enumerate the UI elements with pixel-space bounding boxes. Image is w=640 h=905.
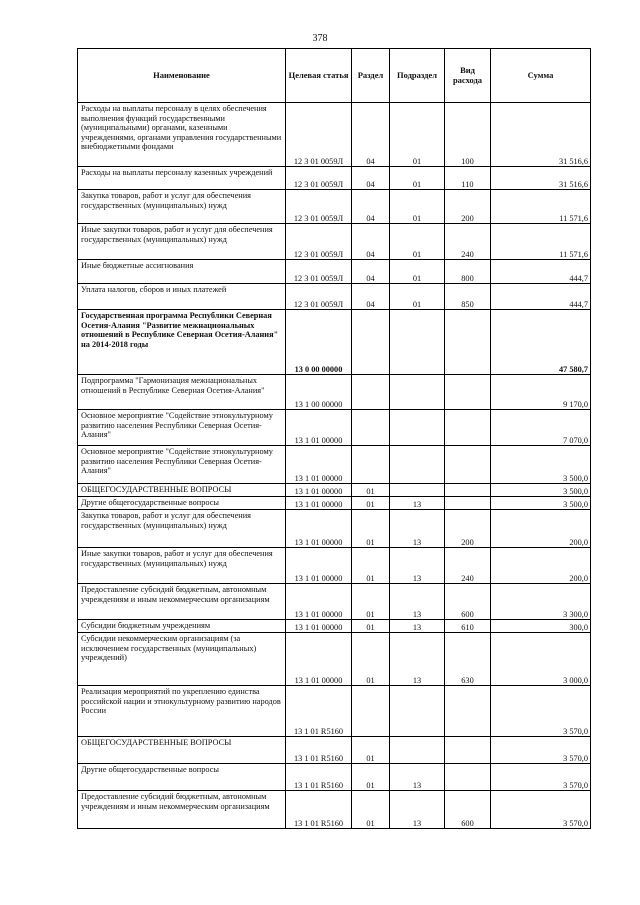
cell-sum: 3 000,0 xyxy=(491,633,591,686)
cell-sum: 31 516,6 xyxy=(491,167,591,190)
table-row xyxy=(78,548,591,584)
cell-sum: 3 570,0 xyxy=(491,764,591,791)
cell-name: Предоставление субсидий бюджетным, автономным учреждениям и иным некоммерческим организациям xyxy=(78,584,286,620)
header-subsection: Подраздел xyxy=(390,49,445,103)
cell-sum: 200,0 xyxy=(491,548,591,584)
cell-target-article: 13 1 01 00000 xyxy=(286,497,352,510)
cell-subsection: 13 xyxy=(390,791,445,829)
cell-section: 01 xyxy=(352,584,390,620)
cell-name: Иные бюджетные ассигнования xyxy=(78,260,286,284)
cell-sum: 11 571,6 xyxy=(491,190,591,224)
cell-target-article: 13 1 01 00000 xyxy=(286,484,352,497)
cell-target-article: 12 3 01 0059Л xyxy=(286,260,352,284)
table-row xyxy=(78,410,591,446)
cell-subsection: 01 xyxy=(390,167,445,190)
header-name: Наименование xyxy=(78,49,286,103)
cell-expense-type: 850 xyxy=(445,284,491,310)
cell-target-article: 13 1 01 00000 xyxy=(286,510,352,548)
cell-section: 04 xyxy=(352,260,390,284)
cell-section: 04 xyxy=(352,103,390,167)
cell-subsection: 01 xyxy=(390,260,445,284)
header-expense-type: Вид расхода xyxy=(445,49,491,103)
cell-subsection: 13 xyxy=(390,764,445,791)
cell-section: 01 xyxy=(352,620,390,633)
cell-sum: 3 500,0 xyxy=(491,484,591,497)
cell-name: Государственная программа Республики Северная Осетия-Алания "Развитие межнациональных отношений в Республике Северная Осетия-Алания" на 2014-2018 годы xyxy=(78,310,286,375)
cell-subsection xyxy=(390,410,445,446)
table-header-row xyxy=(78,49,591,103)
table-row xyxy=(78,260,591,284)
cell-subsection: 13 xyxy=(390,620,445,633)
table-row xyxy=(78,791,591,829)
cell-section xyxy=(352,686,390,737)
cell-section: 01 xyxy=(352,510,390,548)
cell-section: 01 xyxy=(352,764,390,791)
cell-subsection: 13 xyxy=(390,497,445,510)
cell-section xyxy=(352,310,390,375)
cell-expense-type xyxy=(445,497,491,510)
cell-target-article: 13 1 01 00000 xyxy=(286,548,352,584)
cell-target-article: 13 1 01 00000 xyxy=(286,633,352,686)
cell-target-article: 12 3 01 0059Л xyxy=(286,224,352,260)
cell-name: Субсидии некоммерческим организациям (за исключением государственных (муниципальных) учреждений) xyxy=(78,633,286,686)
cell-expense-type: 200 xyxy=(445,510,491,548)
cell-subsection: 13 xyxy=(390,510,445,548)
cell-section: 01 xyxy=(352,791,390,829)
cell-name: Основное мероприятие "Содействие этнокультурному развитию населения Республики Северная Осетия-Алания" xyxy=(78,446,286,484)
cell-section xyxy=(352,446,390,484)
cell-section: 01 xyxy=(352,633,390,686)
cell-target-article: 13 0 00 00000 xyxy=(286,310,352,375)
budget-table xyxy=(77,48,591,829)
cell-expense-type xyxy=(445,410,491,446)
table-row xyxy=(78,224,591,260)
table-body xyxy=(78,103,591,829)
cell-name: Субсидии бюджетным учреждениям xyxy=(78,620,286,633)
cell-expense-type: 240 xyxy=(445,224,491,260)
cell-section: 04 xyxy=(352,284,390,310)
table-row xyxy=(78,620,591,633)
cell-expense-type: 610 xyxy=(445,620,491,633)
cell-name: Основное мероприятие "Содействие этнокультурному развитию населения Республики Северная Осетия-Алания" xyxy=(78,410,286,446)
cell-subsection: 01 xyxy=(390,224,445,260)
cell-expense-type xyxy=(445,446,491,484)
cell-sum: 3 570,0 xyxy=(491,737,591,764)
table-row xyxy=(78,737,591,764)
cell-section: 01 xyxy=(352,484,390,497)
header-target-article: Целевая статья xyxy=(286,49,352,103)
cell-section: 01 xyxy=(352,497,390,510)
cell-section xyxy=(352,375,390,410)
cell-name: Реализация мероприятий по укреплению единства российской нации и этнокультурному развитию народов России xyxy=(78,686,286,737)
table-row xyxy=(78,510,591,548)
cell-expense-type: 200 xyxy=(445,190,491,224)
cell-sum: 200,0 xyxy=(491,510,591,548)
table-row xyxy=(78,633,591,686)
cell-target-article: 13 1 01 00000 xyxy=(286,410,352,446)
cell-subsection: 13 xyxy=(390,584,445,620)
cell-subsection: 01 xyxy=(390,190,445,224)
cell-sum: 444,7 xyxy=(491,260,591,284)
table-row xyxy=(78,190,591,224)
cell-target-article: 12 3 01 0059Л xyxy=(286,167,352,190)
cell-expense-type: 110 xyxy=(445,167,491,190)
cell-section: 04 xyxy=(352,190,390,224)
cell-sum: 444,7 xyxy=(491,284,591,310)
cell-expense-type: 600 xyxy=(445,791,491,829)
cell-subsection xyxy=(390,737,445,764)
cell-target-article: 13 1 01 00000 xyxy=(286,446,352,484)
cell-expense-type xyxy=(445,375,491,410)
cell-section: 04 xyxy=(352,224,390,260)
cell-expense-type: 600 xyxy=(445,584,491,620)
cell-target-article: 13 1 01 00000 xyxy=(286,620,352,633)
cell-subsection: 13 xyxy=(390,633,445,686)
cell-subsection: 01 xyxy=(390,284,445,310)
cell-expense-type xyxy=(445,764,491,791)
cell-name: Другие общегосударственные вопросы xyxy=(78,764,286,791)
cell-name: Иные закупки товаров, работ и услуг для обеспечения государственных (муниципальных) нужд xyxy=(78,548,286,584)
header-section: Раздел xyxy=(352,49,390,103)
cell-sum: 3 570,0 xyxy=(491,791,591,829)
table-row xyxy=(78,284,591,310)
table-row xyxy=(78,103,591,167)
cell-sum: 3 300,0 xyxy=(491,584,591,620)
table-row xyxy=(78,167,591,190)
cell-sum: 3 570,0 xyxy=(491,686,591,737)
table-row xyxy=(78,686,591,737)
cell-subsection: 01 xyxy=(390,103,445,167)
cell-expense-type xyxy=(445,310,491,375)
cell-expense-type xyxy=(445,686,491,737)
cell-name: Другие общегосударственные вопросы xyxy=(78,497,286,510)
header-sum: Сумма xyxy=(491,49,591,103)
cell-sum: 3 500,0 xyxy=(491,497,591,510)
table-row xyxy=(78,446,591,484)
cell-expense-type: 630 xyxy=(445,633,491,686)
cell-expense-type: 240 xyxy=(445,548,491,584)
cell-section xyxy=(352,410,390,446)
cell-target-article: 12 3 01 0059Л xyxy=(286,284,352,310)
cell-expense-type xyxy=(445,484,491,497)
table-row xyxy=(78,497,591,510)
cell-name: ОБЩЕГОСУДАРСТВЕННЫЕ ВОПРОСЫ xyxy=(78,484,286,497)
cell-name: Закупка товаров, работ и услуг для обеспечения государственных (муниципальных) нужд xyxy=(78,510,286,548)
cell-sum: 3 500,0 xyxy=(491,446,591,484)
cell-target-article: 13 1 01 R5160 xyxy=(286,791,352,829)
cell-target-article: 12 3 01 0059Л xyxy=(286,190,352,224)
table-row xyxy=(78,375,591,410)
table-row xyxy=(78,310,591,375)
table-row xyxy=(78,764,591,791)
cell-name: Закупка товаров, работ и услуг для обеспечения государственных (муниципальных) нужд xyxy=(78,190,286,224)
table-row xyxy=(78,584,591,620)
cell-section: 04 xyxy=(352,167,390,190)
cell-name: Уплата налогов, сборов и иных платежей xyxy=(78,284,286,310)
cell-expense-type: 800 xyxy=(445,260,491,284)
cell-name: ОБЩЕГОСУДАРСТВЕННЫЕ ВОПРОСЫ xyxy=(78,737,286,764)
cell-subsection xyxy=(390,310,445,375)
cell-section: 01 xyxy=(352,737,390,764)
cell-name: Подпрограмма "Гармонизация межнациональных отношений в Республике Северная Осетия-Алания" xyxy=(78,375,286,410)
table-row xyxy=(78,484,591,497)
cell-name: Расходы на выплаты персоналу в целях обеспечения выполнения функций государственными (муниципальными) органами, казенными учреждениями, органами управления государственными внебюджетными фондами xyxy=(78,103,286,167)
cell-sum: 11 571,6 xyxy=(491,224,591,260)
cell-sum: 47 580,7 xyxy=(491,310,591,375)
cell-target-article: 13 1 01 R5160 xyxy=(286,686,352,737)
cell-section: 01 xyxy=(352,548,390,584)
cell-name: Иные закупки товаров, работ и услуг для обеспечения государственных (муниципальных) нужд xyxy=(78,224,286,260)
cell-subsection xyxy=(390,375,445,410)
cell-sum: 31 516,6 xyxy=(491,103,591,167)
cell-expense-type: 100 xyxy=(445,103,491,167)
cell-sum: 300,0 xyxy=(491,620,591,633)
cell-subsection xyxy=(390,686,445,737)
cell-sum: 9 170,0 xyxy=(491,375,591,410)
cell-subsection xyxy=(390,484,445,497)
cell-sum: 7 070,0 xyxy=(491,410,591,446)
cell-name: Расходы на выплаты персоналу казенных учреждений xyxy=(78,167,286,190)
page-number: 378 xyxy=(312,33,328,44)
cell-subsection: 13 xyxy=(390,548,445,584)
cell-target-article: 12 3 01 0059Л xyxy=(286,103,352,167)
cell-target-article: 13 1 01 R5160 xyxy=(286,737,352,764)
cell-name: Предоставление субсидий бюджетным, автономным учреждениям и иным некоммерческим организациям xyxy=(78,791,286,829)
cell-target-article: 13 1 01 R5160 xyxy=(286,764,352,791)
cell-target-article: 13 1 01 00000 xyxy=(286,584,352,620)
cell-expense-type xyxy=(445,737,491,764)
cell-target-article: 13 1 00 00000 xyxy=(286,375,352,410)
cell-subsection xyxy=(390,446,445,484)
